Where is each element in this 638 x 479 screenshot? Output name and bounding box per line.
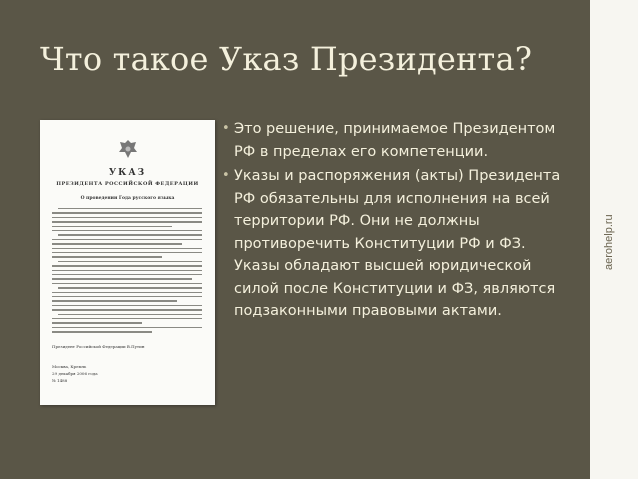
document-text-line bbox=[52, 239, 202, 240]
document-text-line bbox=[52, 226, 172, 227]
watermark-text: aerohelp.ru bbox=[603, 214, 615, 270]
decree-document-image bbox=[40, 120, 215, 405]
document-text-line bbox=[52, 318, 202, 319]
bullet-list bbox=[222, 118, 562, 325]
document-text-line bbox=[58, 261, 202, 262]
slide-title: Что такое Указ Президента? bbox=[40, 40, 533, 78]
document-text-line bbox=[52, 243, 182, 244]
document-text-line bbox=[52, 305, 202, 306]
document-place: Москва, Кремль bbox=[52, 364, 87, 369]
document-text-line bbox=[52, 300, 177, 301]
document-text-line bbox=[52, 296, 202, 297]
document-subheading: ПРЕЗИДЕНТА РОССИЙСКОЙ ФЕДЕРАЦИИ bbox=[56, 181, 199, 187]
document-text-line bbox=[52, 274, 202, 275]
coat-of-arms-icon bbox=[118, 138, 138, 160]
bullet-icon: • bbox=[222, 168, 230, 183]
bullet-text: Это решение, принимаемое Президентом РФ в пределах его компетенции. bbox=[234, 121, 556, 160]
bullet-icon: • bbox=[222, 121, 230, 136]
document-heading: УКАЗ bbox=[108, 168, 147, 178]
document-text-line bbox=[52, 230, 202, 231]
bullet-item bbox=[222, 118, 562, 163]
document-text-line bbox=[52, 252, 202, 253]
document-text-line bbox=[52, 217, 202, 218]
document-text-line bbox=[52, 270, 202, 271]
document-text-line bbox=[52, 221, 202, 222]
document-text-line bbox=[52, 327, 202, 328]
document-text-line bbox=[58, 287, 202, 288]
document-text-line bbox=[58, 314, 202, 315]
bullet-text: Указы и распоряжения (акты) Президента РФ обязательны для исполнения на всей территории РФ. Они не должны противоречить Конституции РФ и ФЗ. Указы обладают высшей юридической силой после Конституции и ФЗ, являются подзаконными правовыми актами. bbox=[234, 168, 561, 319]
document-number: № 1488 bbox=[52, 378, 68, 383]
document-text-line bbox=[52, 256, 162, 257]
document-signature: Президент Российской Федерации В.Путин bbox=[52, 344, 145, 349]
document-text-line bbox=[52, 322, 142, 323]
document-date: 29 декабря 2006 года bbox=[52, 371, 98, 376]
document-text-line bbox=[52, 248, 202, 249]
document-text-line bbox=[52, 283, 202, 284]
document-text-line bbox=[52, 292, 202, 293]
bullet-item bbox=[222, 165, 562, 323]
document-name: О проведении Года русского языка bbox=[80, 196, 175, 201]
document-text-line bbox=[52, 278, 192, 279]
document-text-line bbox=[52, 265, 202, 266]
document-text-line bbox=[58, 208, 202, 209]
document-text-line bbox=[52, 212, 202, 213]
document-text-line bbox=[58, 234, 202, 235]
document-text-line bbox=[52, 309, 202, 310]
document-text-line bbox=[52, 331, 152, 332]
